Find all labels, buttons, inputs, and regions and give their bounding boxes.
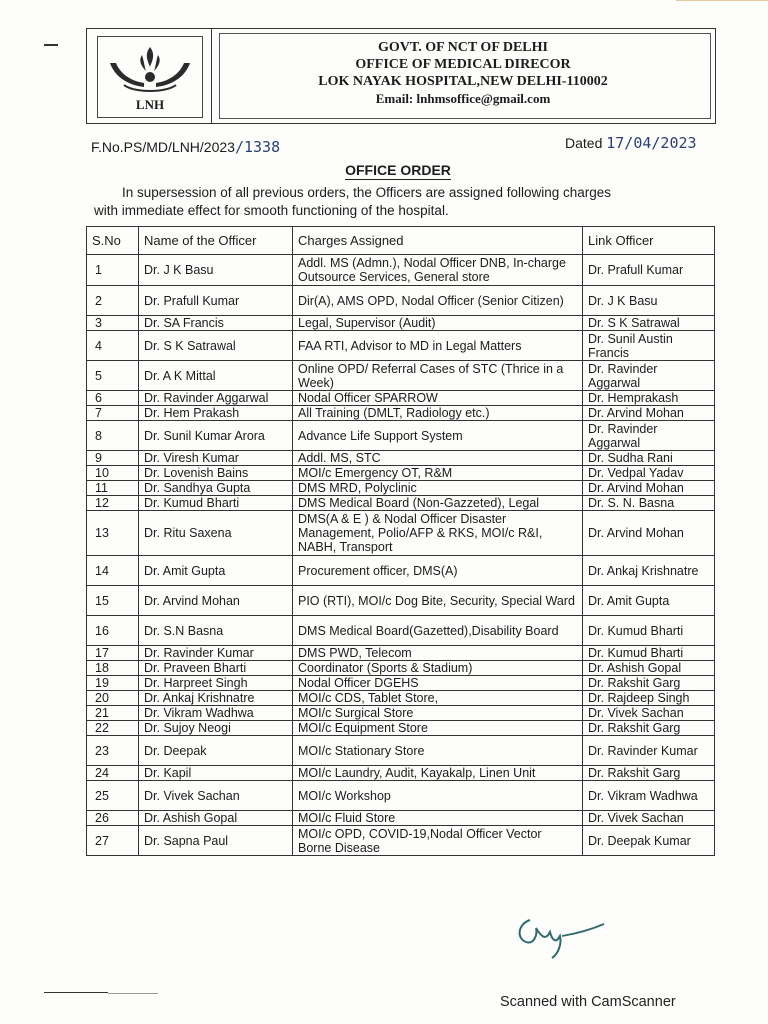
table-row [87, 361, 715, 391]
cell-officer-name: Dr. Amit Gupta [139, 556, 293, 586]
cell-sno: 5 [87, 361, 139, 391]
cell-officer-name: Dr. Sapna Paul [139, 826, 293, 856]
table-row [87, 496, 715, 511]
cell-charges: Dir(A), AMS OPD, Nodal Officer (Senior Citizen) [293, 286, 583, 316]
cell-charges: Online OPD/ Referral Cases of STC (Thrice in a Week) [293, 361, 583, 391]
cell-charges: MOI/c Laundry, Audit, Kayakalp, Linen Unit [293, 766, 583, 781]
col-header-link: Link Officer [583, 227, 715, 255]
cell-sno: 21 [87, 706, 139, 721]
cell-charges: Addl. MS (Admn.), Nodal Officer DNB, In-charge Outsource Services, General store [293, 255, 583, 286]
cell-officer-name: Dr. Deepak [139, 736, 293, 766]
letterhead [86, 28, 716, 124]
cell-officer-name: Dr. Sunil Kumar Arora [139, 421, 293, 451]
cell-sno: 1 [87, 255, 139, 286]
col-header-charges: Charges Assigned [293, 227, 583, 255]
hands-flame-logo-icon [104, 41, 196, 99]
date-line [565, 134, 697, 152]
logo-text: LNH [135, 97, 165, 112]
logo-box [87, 29, 212, 123]
cell-officer-name: Dr. Hem Prakash [139, 406, 293, 421]
cell-link-officer: Dr. Rajdeep Singh [583, 691, 715, 706]
date-handwritten: 17/04/2023 [606, 134, 697, 152]
cell-link-officer: Dr. Rakshit Garg [583, 766, 715, 781]
signature-icon [512, 910, 612, 960]
footer-rule [44, 992, 108, 993]
cell-link-officer: Dr. Sunil Austin Francis [583, 331, 715, 361]
cell-sno: 8 [87, 421, 139, 451]
table-row [87, 781, 715, 811]
cell-sno: 11 [87, 481, 139, 496]
table-row [87, 406, 715, 421]
cell-sno: 4 [87, 331, 139, 361]
cell-officer-name: Dr. Vikram Wadhwa [139, 706, 293, 721]
cell-charges: MOI/c Surgical Store [293, 706, 583, 721]
table-row [87, 451, 715, 466]
table-header-row [87, 227, 715, 255]
cell-sno: 12 [87, 496, 139, 511]
cell-link-officer: Dr. Hemprakash [583, 391, 715, 406]
cell-sno: 16 [87, 616, 139, 646]
cell-sno: 10 [87, 466, 139, 481]
cell-sno: 6 [87, 391, 139, 406]
cell-link-officer: Dr. Sudha Rani [583, 451, 715, 466]
cell-sno: 18 [87, 661, 139, 676]
cell-charges: DMS(A & E ) & Nodal Officer Disaster Management, Polio/AFP & RKS, MOI/c R&I, NABH, Transport [293, 511, 583, 556]
cell-link-officer: Dr. Prafull Kumar [583, 255, 715, 286]
cell-sno: 23 [87, 736, 139, 766]
cell-link-officer: Dr. Ravinder Aggarwal [583, 361, 715, 391]
cell-officer-name: Dr. Vivek Sachan [139, 781, 293, 811]
order-title-text: OFFICE ORDER [345, 162, 451, 178]
cell-charges: Nodal Officer SPARROW [293, 391, 583, 406]
cell-officer-name: Dr. Praveen Bharti [139, 661, 293, 676]
cell-link-officer: Dr. J K Basu [583, 286, 715, 316]
cell-sno: 15 [87, 586, 139, 616]
cell-charges: Coordinator (Sports & Stadium) [293, 661, 583, 676]
table-row [87, 646, 715, 661]
cell-officer-name: Dr. A K Mittal [139, 361, 293, 391]
table-row [87, 466, 715, 481]
cell-officer-name: Dr. Lovenish Bains [139, 466, 293, 481]
cell-sno: 27 [87, 826, 139, 856]
cell-sno: 3 [87, 316, 139, 331]
cell-officer-name: Dr. Sujoy Neogi [139, 721, 293, 736]
table-row [87, 255, 715, 286]
cell-charges: Advance Life Support System [293, 421, 583, 451]
cell-sno: 22 [87, 721, 139, 736]
cell-link-officer: Dr. S. N. Basna [583, 496, 715, 511]
table-row [87, 511, 715, 556]
table-row [87, 481, 715, 496]
cell-officer-name: Dr. Ankaj Krishnatre [139, 691, 293, 706]
table-row [87, 721, 715, 736]
intro-line-1: In supersession of all previous orders, the Officers are assigned following charges [122, 185, 612, 200]
cell-sno: 7 [87, 406, 139, 421]
cell-charges: PIO (RTI), MOI/c Dog Bite, Security, Special Ward [293, 586, 583, 616]
cell-officer-name: Dr. Kapil [139, 766, 293, 781]
cell-officer-name: Dr. Ravinder Kumar [139, 646, 293, 661]
lnh-logo [97, 36, 203, 118]
cell-link-officer: Dr. S K Satrawal [583, 316, 715, 331]
office-line: OFFICE OF MEDICAL DIRECOR [355, 57, 571, 72]
cell-link-officer: Dr. Ravinder Kumar [583, 736, 715, 766]
table-row [87, 691, 715, 706]
table-row [87, 421, 715, 451]
cell-charges: DMS MRD, Polyclinic [293, 481, 583, 496]
cell-officer-name: Dr. Ritu Saxena [139, 511, 293, 556]
cell-charges: Addl. MS, STC [293, 451, 583, 466]
cell-sno: 20 [87, 691, 139, 706]
cell-officer-name: Dr. SA Francis [139, 316, 293, 331]
cell-charges: MOI/c Emergency OT, R&M [293, 466, 583, 481]
cell-sno: 13 [87, 511, 139, 556]
top-edge-mark [676, 0, 768, 1]
scanner-watermark: Scanned with CamScanner [500, 994, 676, 1010]
cell-charges: MOI/c CDS, Tablet Store, [293, 691, 583, 706]
govt-line: GOVT. OF NCT OF DELHI [378, 40, 548, 55]
cell-officer-name: Dr. Ashish Gopal [139, 811, 293, 826]
date-label: Dated [565, 135, 603, 151]
footer-rule-faint [108, 993, 158, 994]
table-row [87, 661, 715, 676]
intro-paragraph [94, 184, 694, 220]
cell-link-officer: Dr. Deepak Kumar [583, 826, 715, 856]
cell-link-officer: Dr. Arvind Mohan [583, 481, 715, 496]
header-text [211, 39, 715, 107]
cell-officer-name: Dr. Viresh Kumar [139, 451, 293, 466]
cell-charges: FAA RTI, Advisor to MD in Legal Matters [293, 331, 583, 361]
table-row [87, 391, 715, 406]
cell-link-officer: Dr. Rakshit Garg [583, 676, 715, 691]
cell-officer-name: Dr. Ravinder Aggarwal [139, 391, 293, 406]
cell-officer-name: Dr. Prafull Kumar [139, 286, 293, 316]
cell-link-officer: Dr. Kumud Bharti [583, 646, 715, 661]
cell-charges: Procurement officer, DMS(A) [293, 556, 583, 586]
cell-link-officer: Dr. Ankaj Krishnatre [583, 556, 715, 586]
cell-officer-name: Dr. Sandhya Gupta [139, 481, 293, 496]
file-number-label: F.No.PS/MD/LNH/2023 [91, 139, 235, 155]
cell-officer-name: Dr. S K Satrawal [139, 331, 293, 361]
cell-sno: 24 [87, 766, 139, 781]
cell-link-officer: Dr. Ashish Gopal [583, 661, 715, 676]
cell-charges: MOI/c Stationary Store [293, 736, 583, 766]
file-number [91, 138, 280, 156]
order-title [0, 162, 768, 178]
cell-sno: 25 [87, 781, 139, 811]
table-row [87, 766, 715, 781]
cell-sno: 26 [87, 811, 139, 826]
cell-link-officer: Dr. Vikram Wadhwa [583, 781, 715, 811]
cell-link-officer: Dr. Kumud Bharti [583, 616, 715, 646]
cell-charges: DMS Medical Board (Non-Gazzeted), Legal [293, 496, 583, 511]
table-body [87, 255, 715, 856]
cell-sno: 14 [87, 556, 139, 586]
table-row [87, 826, 715, 856]
table-row [87, 586, 715, 616]
cell-link-officer: Dr. Ravinder Aggarwal [583, 421, 715, 451]
cell-link-officer: Dr. Amit Gupta [583, 586, 715, 616]
cell-link-officer: Dr. Arvind Mohan [583, 406, 715, 421]
cell-charges: MOI/c Workshop [293, 781, 583, 811]
file-number-handwritten: /1338 [234, 138, 281, 156]
cell-officer-name: Dr. J K Basu [139, 255, 293, 286]
table-row [87, 811, 715, 826]
cell-charges: DMS Medical Board(Gazetted),Disability Board [293, 616, 583, 646]
cell-link-officer: Dr. Arvind Mohan [583, 511, 715, 556]
cell-charges: Legal, Supervisor (Audit) [293, 316, 583, 331]
cell-sno: 17 [87, 646, 139, 661]
table-row [87, 556, 715, 586]
cell-officer-name: Dr. S.N Basna [139, 616, 293, 646]
assignment-table [86, 226, 715, 856]
table-row [87, 331, 715, 361]
table-row [87, 316, 715, 331]
cell-charges: DMS PWD, Telecom [293, 646, 583, 661]
cell-link-officer: Dr. Vedpal Yadav [583, 466, 715, 481]
cell-link-officer: Dr. Rakshit Garg [583, 721, 715, 736]
email-line: Email: lnhmsoffice@gmail.com [375, 91, 551, 106]
cell-link-officer: Dr. Vivek Sachan [583, 706, 715, 721]
table-row [87, 706, 715, 721]
table-row [87, 616, 715, 646]
table-row [87, 286, 715, 316]
hospital-line: LOK NAYAK HOSPITAL,NEW DELHI-110002 [318, 74, 608, 89]
cell-officer-name: Dr. Arvind Mohan [139, 586, 293, 616]
cell-link-officer: Dr. Vivek Sachan [583, 811, 715, 826]
cell-sno: 19 [87, 676, 139, 691]
intro-line-2: with immediate effect for smooth functioning of the hospital. [94, 203, 449, 218]
margin-mark [44, 44, 58, 46]
col-header-name: Name of the Officer [139, 227, 293, 255]
col-header-sno: S.No [87, 227, 139, 255]
cell-sno: 9 [87, 451, 139, 466]
cell-officer-name: Dr. Kumud Bharti [139, 496, 293, 511]
cell-sno: 2 [87, 286, 139, 316]
cell-charges: All Training (DMLT, Radiology etc.) [293, 406, 583, 421]
cell-officer-name: Dr. Harpreet Singh [139, 676, 293, 691]
table-row [87, 736, 715, 766]
cell-charges: MOI/c OPD, COVID-19,Nodal Officer Vector Borne Disease [293, 826, 583, 856]
cell-charges: Nodal Officer DGEHS [293, 676, 583, 691]
table-row [87, 676, 715, 691]
cell-charges: MOI/c Fluid Store [293, 811, 583, 826]
cell-charges: MOI/c Equipment Store [293, 721, 583, 736]
